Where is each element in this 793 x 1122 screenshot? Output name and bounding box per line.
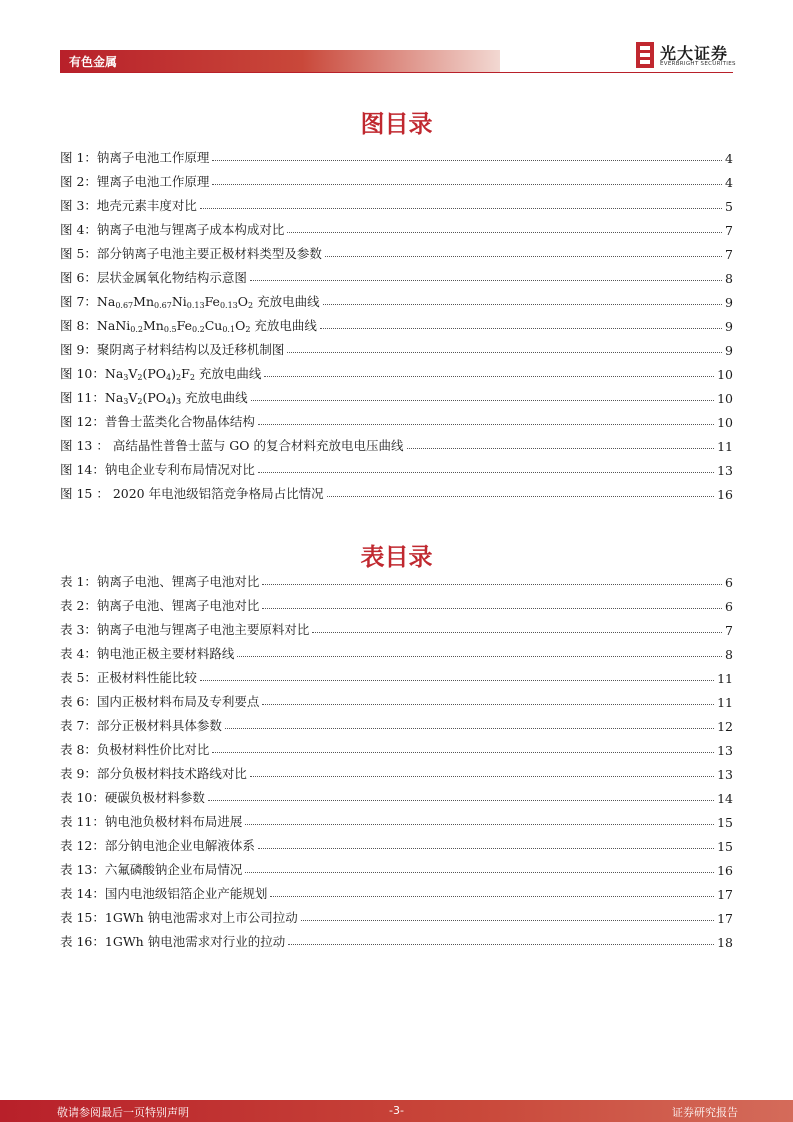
toc-entry[interactable] [60, 406, 733, 430]
footer-band [0, 1100, 793, 1122]
toc-entry-label: 表 3：钠离子电池与锂离子电池主要原料对比 [60, 622, 310, 637]
toc-entry-page: 16 [717, 487, 733, 502]
dot-leader [287, 232, 722, 233]
toc-entry[interactable] [60, 638, 733, 662]
toc-entry-page: 10 [717, 415, 733, 430]
toc-entry-label: 表 11：钠电池负极材料布局进展 [60, 814, 243, 829]
toc-entry[interactable] [60, 830, 733, 854]
toc-entry[interactable] [60, 238, 733, 262]
toc-entry-label: 图 5：部分钠离子电池主要正极材料类型及参数 [60, 246, 322, 261]
toc-entry-label: 图 4：钠离子电池与锂离子成本构成对比 [60, 222, 285, 237]
toc-entry[interactable] [60, 806, 733, 830]
toc-entry-label: 表 2：钠离子电池、锂离子电池对比 [60, 598, 260, 613]
footer-disclaimer: 敬请参阅最后一页特别声明 [57, 1106, 189, 1119]
toc-entry[interactable] [60, 662, 733, 686]
toc-entry[interactable] [60, 334, 733, 358]
toc-entry[interactable] [60, 686, 733, 710]
toc-entry-label: 图 2：锂离子电池工作原理 [60, 174, 210, 189]
toc-entry-label: 图 7：$Na_{0.67}Mn_{0.67}Ni_{0.13}Fe_{0.13}O_2$ 充放电曲线 [60, 294, 320, 310]
toc-entry-label: 表 16：1GWh 钠电池需求对行业的拉动 [60, 934, 286, 949]
toc-entry[interactable] [60, 358, 733, 382]
toc-entry-label: 图 1：钠离子电池工作原理 [60, 150, 210, 165]
dot-leader [212, 752, 714, 753]
toc-entry[interactable] [60, 614, 733, 638]
footer-report-type: 证券研究报告 [672, 1106, 738, 1119]
toc-entry[interactable] [60, 854, 733, 878]
toc-entry-label: 图 14：钠电企业专利布局情况对比 [60, 462, 255, 477]
toc-entry-page: 9 [725, 343, 733, 358]
toc-entry-page: 16 [717, 863, 733, 878]
toc-entry-page: 15 [717, 815, 733, 830]
dot-leader [264, 376, 714, 377]
toc-entry-label: 表 4：钠电池正极主要材料路线 [60, 646, 235, 661]
toc-entry[interactable] [60, 902, 733, 926]
toc-entry-label: 图 6：层状金属氧化物结构示意图 [60, 270, 247, 285]
toc-entry[interactable] [60, 142, 733, 166]
toc-entry[interactable] [60, 214, 733, 238]
dot-leader [287, 352, 722, 353]
toc-entry-label: 图 8：$NaNi_{0.2}Mn_{0.5}Fe_{0.2}Cu_{0.1}O_2$ 充放电曲线 [60, 318, 317, 334]
toc-entry[interactable] [60, 566, 733, 590]
toc-entry-label: 表 5：正极材料性能比较 [60, 670, 197, 685]
toc-entry-page: 11 [717, 439, 733, 454]
dot-leader [212, 184, 722, 185]
toc-entry-label: 图 13 ： 高结晶性普鲁士蓝与 GO 的复合材料充放电电压曲线 [60, 438, 404, 453]
toc-entry-label: 图 12：普鲁士蓝类化合物晶体结构 [60, 414, 255, 429]
toc-entry-label: 表 12：部分钠电池企业电解液体系 [60, 838, 255, 853]
dot-leader [251, 400, 714, 401]
dot-leader [250, 776, 714, 777]
figures-toc-list [60, 142, 733, 502]
toc-entry[interactable] [60, 382, 733, 406]
dot-leader [270, 896, 714, 897]
dot-leader [323, 304, 722, 305]
toc-entry-page: 5 [725, 199, 733, 214]
toc-entry[interactable] [60, 758, 733, 782]
dot-leader [327, 496, 714, 497]
toc-entry-page: 11 [717, 671, 733, 686]
dot-leader [237, 656, 722, 657]
company-logo [636, 40, 736, 72]
dot-leader [288, 944, 714, 945]
figures-toc-title: 图目录 [360, 110, 433, 138]
toc-entry-label: 图 3：地壳元素丰度对比 [60, 198, 197, 213]
dot-leader [245, 824, 714, 825]
toc-entry[interactable] [60, 310, 733, 334]
toc-entry-page: 7 [725, 247, 733, 262]
toc-entry-page: 13 [717, 463, 733, 478]
toc-entry[interactable] [60, 430, 733, 454]
toc-entry[interactable] [60, 478, 733, 502]
logo-mark-icon [636, 42, 654, 68]
dot-leader [225, 728, 714, 729]
dot-leader [312, 632, 722, 633]
toc-entry-page: 7 [725, 623, 733, 638]
toc-entry-label: 表 15：1GWh 钠电池需求对上市公司拉动 [60, 910, 298, 925]
toc-entry-label: 表 9：部分负极材料技术路线对比 [60, 766, 247, 781]
header-band [60, 50, 500, 73]
header-rule [60, 72, 733, 73]
dot-leader [245, 872, 714, 873]
toc-entry-label: 图 9：聚阴离子材料结构以及迁移机制图 [60, 342, 285, 357]
header-category: 有色金属 [69, 55, 118, 69]
toc-entry-page: 9 [725, 319, 733, 334]
toc-entry-page: 7 [725, 223, 733, 238]
toc-entry[interactable] [60, 262, 733, 286]
toc-entry-label: 图 10：$Na_3V_2(PO_4)_2F_2$ 充放电曲线 [60, 366, 262, 382]
toc-entry-label: 图 11：$Na_3V_2(PO_4)_3$ 充放电曲线 [60, 390, 248, 406]
logo-text-cn: 光大证券 [660, 44, 729, 63]
toc-entry-label: 表 13：六氟磷酸钠企业布局情况 [60, 862, 243, 877]
toc-entry[interactable] [60, 710, 733, 734]
dot-leader [262, 704, 714, 705]
dot-leader [258, 424, 714, 425]
toc-entry-page: 14 [717, 791, 733, 806]
toc-entry-label: 表 8：负极材料性价比对比 [60, 742, 210, 757]
dot-leader [262, 584, 722, 585]
toc-entry-page: 11 [717, 695, 733, 710]
dot-leader [301, 920, 714, 921]
toc-entry-page: 13 [717, 743, 733, 758]
toc-entry-page: 4 [725, 151, 733, 166]
footer-page-number: -3- [389, 1104, 404, 1117]
tables-toc-title: 表目录 [360, 543, 433, 571]
tables-toc-list [60, 566, 733, 950]
toc-entry-page: 9 [725, 295, 733, 310]
toc-entry-page: 10 [717, 367, 733, 382]
toc-entry-label: 图 15 ： 2020 年电池级铝箔竞争格局占比情况 [60, 486, 324, 501]
toc-entry-page: 12 [717, 719, 733, 734]
dot-leader [325, 256, 722, 257]
toc-entry-page: 17 [717, 911, 733, 926]
toc-entry[interactable] [60, 878, 733, 902]
toc-entry[interactable] [60, 926, 733, 950]
toc-entry-label: 表 1：钠离子电池、锂离子电池对比 [60, 574, 260, 589]
toc-entry-page: 4 [725, 175, 733, 190]
dot-leader [262, 608, 722, 609]
toc-entry-page: 15 [717, 839, 733, 854]
toc-entry-label: 表 6：国内正极材料布局及专利要点 [60, 694, 260, 709]
toc-entry[interactable] [60, 590, 733, 614]
dot-leader [258, 848, 714, 849]
toc-entry[interactable] [60, 286, 733, 310]
logo-text-en: EVERBRIGHT SECURITIES [660, 61, 736, 67]
toc-entry[interactable] [60, 454, 733, 478]
toc-entry-label: 表 14：国内电池级铝箔企业产能规划 [60, 886, 268, 901]
toc-entry-page: 18 [717, 935, 733, 950]
toc-entry-page: 8 [725, 271, 733, 286]
toc-entry[interactable] [60, 166, 733, 190]
toc-entry[interactable] [60, 734, 733, 758]
dot-leader [200, 680, 714, 681]
dot-leader [208, 800, 714, 801]
dot-leader [407, 448, 715, 449]
toc-entry-label: 表 10：硬碳负极材料参数 [60, 790, 205, 805]
dot-leader [200, 208, 722, 209]
toc-entry-label: 表 7：部分正极材料具体参数 [60, 718, 222, 733]
dot-leader [212, 160, 722, 161]
dot-leader [320, 328, 722, 329]
toc-entry[interactable] [60, 782, 733, 806]
dot-leader [250, 280, 722, 281]
dot-leader [258, 472, 714, 473]
toc-entry-page: 17 [717, 887, 733, 902]
toc-entry-page: 13 [717, 767, 733, 782]
toc-entry-page: 6 [725, 575, 733, 590]
toc-entry-page: 6 [725, 599, 733, 614]
toc-entry-page: 10 [717, 391, 733, 406]
toc-entry-page: 8 [725, 647, 733, 662]
toc-entry[interactable] [60, 190, 733, 214]
